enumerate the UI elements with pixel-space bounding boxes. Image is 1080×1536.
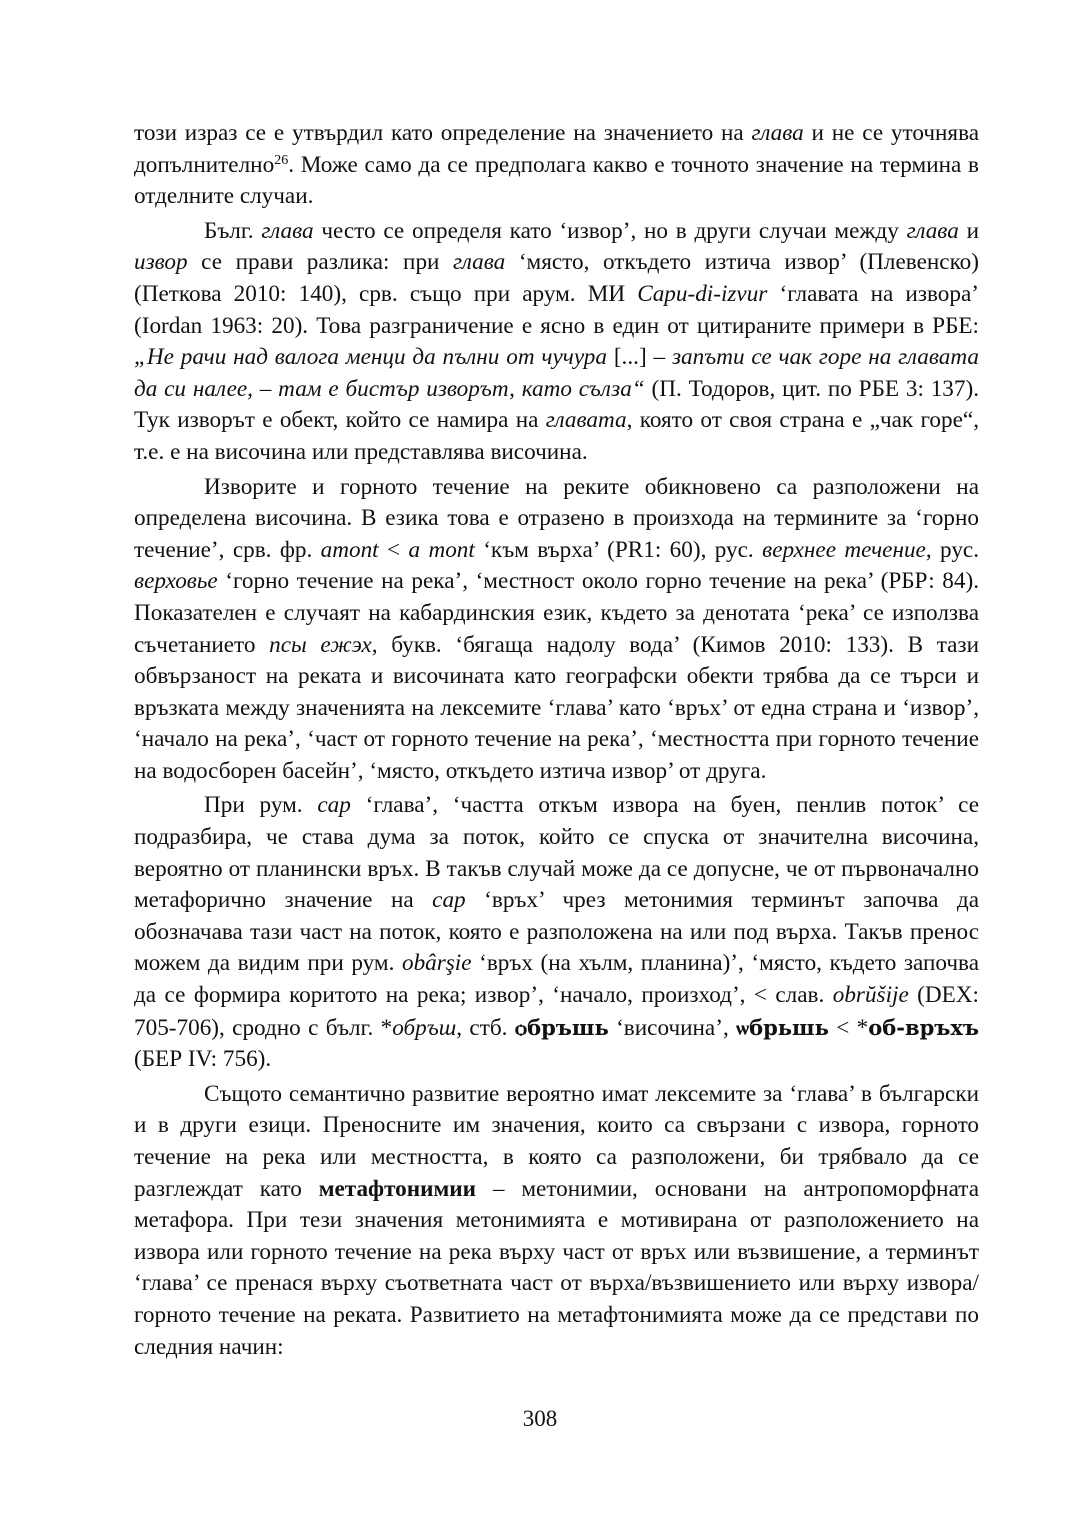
page-number: 308 <box>522 1406 558 1431</box>
text-run: ‘височина’, <box>608 1014 737 1041</box>
text-run: се прави разлика: при <box>187 249 454 276</box>
text-run-i: глава <box>751 120 804 146</box>
text-run-i: „Не рачи над валога менци да пълни от чучура <box>134 344 607 371</box>
text-run: Бълг. <box>204 217 262 244</box>
text-run: и не се уточнява допълнително <box>134 120 980 178</box>
text-run: [...] – <box>607 344 672 371</box>
text-run-i: извор <box>134 249 188 276</box>
text-run-i: псы ежэх <box>269 631 372 658</box>
text-run: < <box>378 536 409 563</box>
text-run-b: метафтонимии <box>318 1175 476 1202</box>
document-body <box>134 118 979 1363</box>
text-run-i: obrŭšije <box>832 982 909 1009</box>
text-run: този израз се е утвърдил като определение на значението на <box>134 120 752 146</box>
text-run: ‘връх’ чрез метонимия терминът започва да обозначава тази част на поток, която е разположена на или под върха. Такъв пренос можем да видим при рум. <box>134 887 979 977</box>
text-run: ‘глава’, ‘частта откъм извора на буен, пенлив поток’ се подразбира, че става дума за поток, който се спуска от значителна височина, вероятно от планински връх. В такъв случай може да се допусне, че от първоначално метафорично значение на <box>134 792 979 914</box>
text-run-i: верхнее течение <box>762 536 926 563</box>
text-run: При рум. <box>204 792 318 819</box>
text-run: Изворите и горното течение на реките обикновено са разположени на определена височина. В езика това е отразено в произхода на термините за ‘горно течение’, срв. фр. <box>134 473 979 563</box>
text-run: , която от своя страна е „чак горе“, т.е. е на височина или представлява височина. <box>134 407 979 465</box>
text-run: (DEX: 705-706), сродно с бълг. * <box>134 982 979 1041</box>
text-run: (П. Тодоров, цит. по РБЕ 3: 137). Тук изворът е обект, който се намира на <box>134 375 980 434</box>
text-run-os: ѻбръшь <box>514 1014 609 1040</box>
paragraph-4 <box>134 790 979 1075</box>
text-run: Същото семантично развитие вероятно имат лексемите за ‘глава’ в български и в други езици. Преносните им значения, които са свързани с извора, горното течение на река или местността, в която са разположени, би трябвало да се разглеждат като <box>134 1080 979 1202</box>
text-run-os: ѡбрьшь <box>736 1014 829 1040</box>
text-run-os: об-връхъ <box>868 1014 980 1040</box>
text-run: , рус. <box>925 536 980 563</box>
text-run-i: главата <box>545 407 627 434</box>
text-run: . Може само да се предполага какво е точното значение на термина в отделните случаи. <box>134 151 979 210</box>
text-run-i: cap <box>432 887 466 914</box>
text-run-i: глава <box>261 217 314 244</box>
text-run-i: глава <box>906 217 959 244</box>
text-run: и <box>958 217 979 244</box>
paragraph-5 <box>134 1079 979 1363</box>
text-run: – метонимии, основани на антропоморфната метафора. При тези значения метонимията е мотивирана от разположението на извора или горното течение на река върху част от връх или възвишение, а терминът ‘глава’ се пренася върху съответната част от върха/възвишението или върху извора/горното течение на реката. Развитието на метафтонимията може да се представи по следния начин: <box>134 1175 979 1360</box>
text-run: (БЕР IV: 756). <box>134 1046 272 1073</box>
text-run: , букв. ‘бягаща надолу вода’ (Кимов 2010: 133). В тази обвързаност на реката и височината като географски обекти трябва да се търси и връзката между значенията на лексемите ‘глава’ като ‘връх’ от една страна и ‘извор’, ‘начало на река’, ‘част от горното течение на река’, ‘местността при горното течение на водосборен басейн’, ‘място, откъдето изтича извор’ от друга. <box>134 631 979 784</box>
footnote-ref: 26 <box>274 152 289 168</box>
text-run-i: a mont <box>408 536 475 563</box>
text-run-i: amont <box>320 536 379 563</box>
text-run-i: cap <box>317 792 351 819</box>
text-run-i: obârşie <box>401 950 472 977</box>
text-run-i: запъти се чак горе на главата да си налее, – там е бистър изворът, като сълза“ <box>134 344 979 402</box>
text-run: често се определя като ‘извор’, но в други случаи между <box>313 217 907 244</box>
text-run-i: обръш <box>392 1014 457 1041</box>
text-run: ‘горно течение на река’, ‘местност около горно течение на река’ (РБР: 84). Показателен е случаят на кабардинския език, където за денотата ‘река’ се използва съчетанието <box>134 568 979 658</box>
text-run: < * <box>828 1014 869 1041</box>
text-run-i: верховье <box>134 568 218 595</box>
text-run-i: глава <box>453 249 506 276</box>
paragraph-2 <box>134 216 979 469</box>
text-run: , стб. <box>456 1014 515 1041</box>
text-run: ‘място, откъдето изтича извор’ (Плевенско) (Петкова 2010: 140), срв. също при арум. МИ <box>134 249 979 307</box>
paragraph-1 <box>134 118 979 213</box>
text-run: ‘връх (на хълм, планина)’, ‘място, където започва да се формира коритото на река; извор’, ‘начало, произход’, < слав. <box>134 950 979 1009</box>
text-run-i: Capu-di-izvur <box>637 280 768 307</box>
text-run: ‘главата на извора’ (Iordan 1963: 20). Това разграничение е ясно в един от цитираните примери в РБЕ: <box>134 280 979 339</box>
paragraph-3 <box>134 472 979 788</box>
text-run: ‘към върха’ (PR1: 60), рус. <box>474 536 763 563</box>
